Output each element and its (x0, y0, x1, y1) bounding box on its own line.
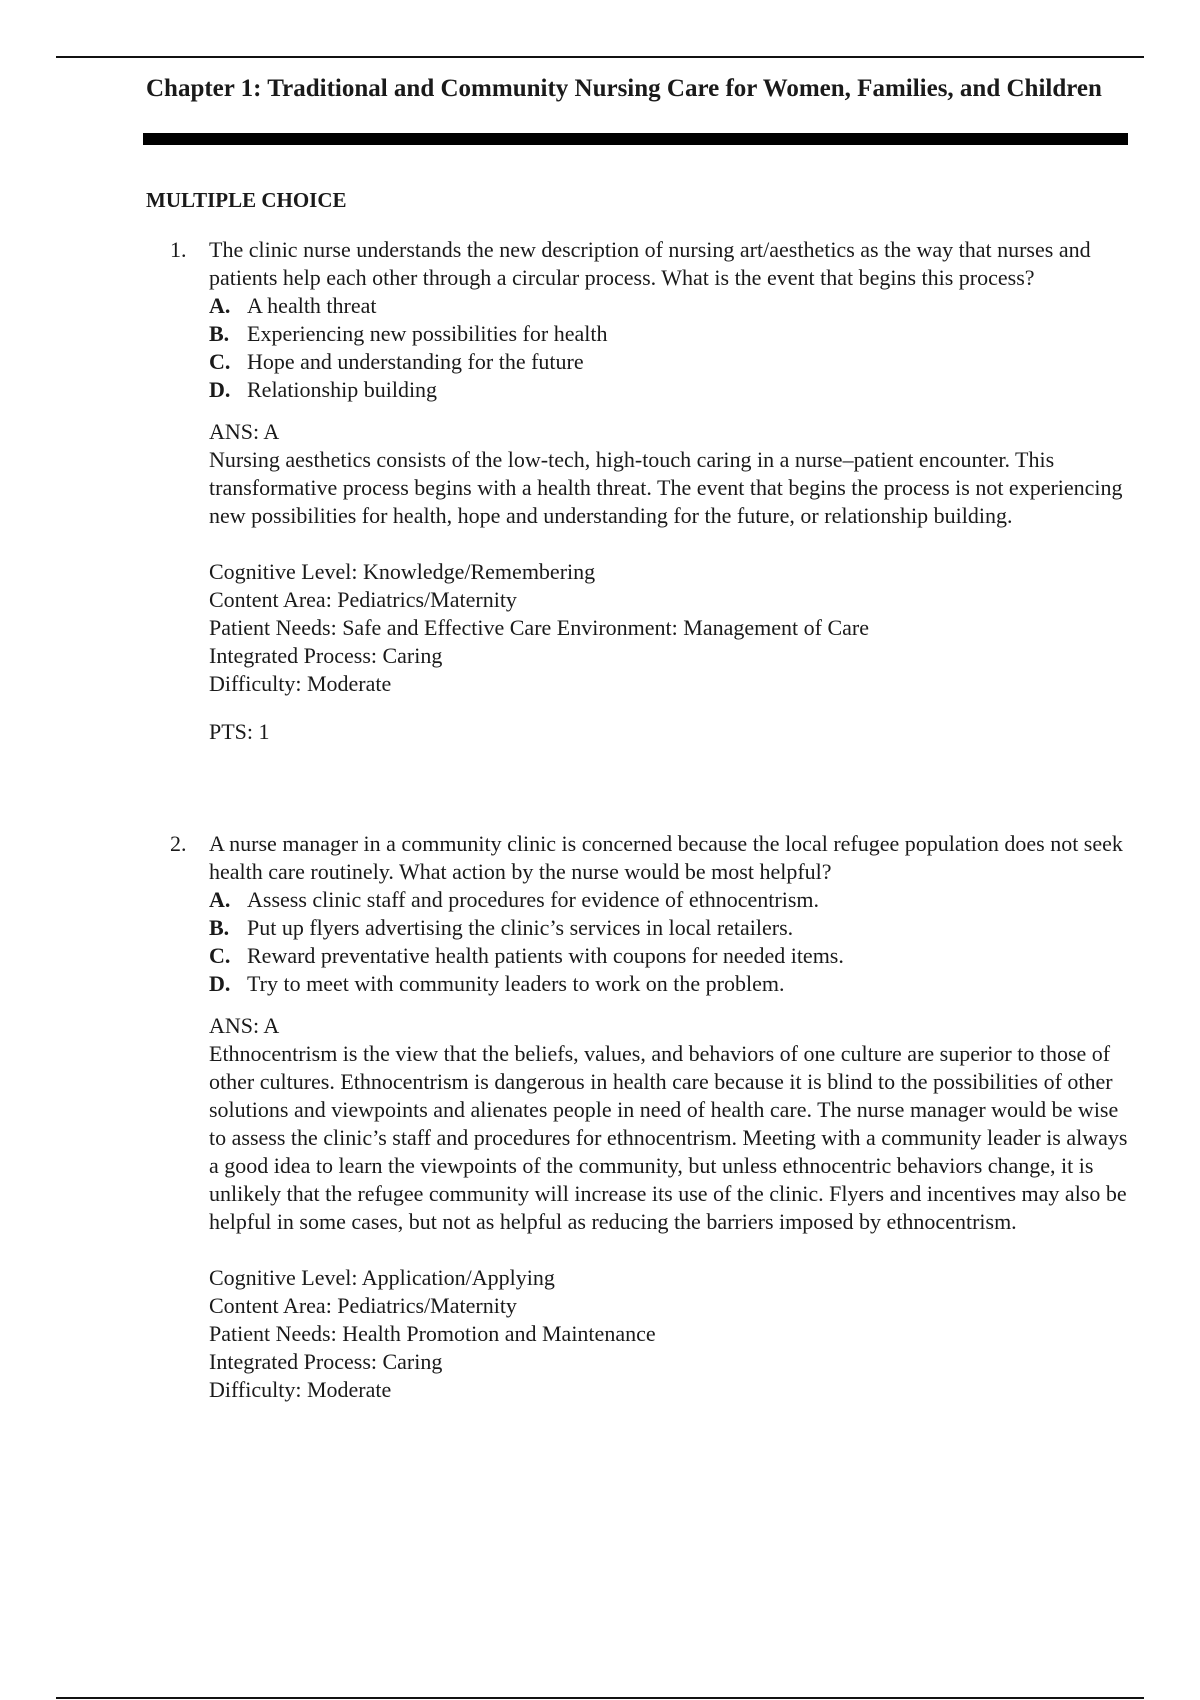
option-letter: D. (209, 971, 231, 996)
question-number: 1. (170, 237, 187, 262)
option-b (209, 914, 1130, 942)
question-1 (170, 236, 1130, 746)
option-letter: C. (209, 943, 231, 968)
option-letter: A. (209, 887, 231, 912)
bottom-rule (56, 1697, 1144, 1699)
option-d (209, 376, 1130, 404)
content-area: Content Area: Pediatrics/Maternity (209, 587, 517, 612)
option-letter: A. (209, 293, 231, 318)
option-c (209, 942, 1130, 970)
option-text: Reward preventative health patients with coupons for needed items. (247, 943, 844, 968)
title-underline-bar (143, 133, 1128, 145)
option-a (209, 886, 1130, 914)
option-c (209, 348, 1130, 376)
option-text: Put up flyers advertising the clinic’s services in local retailers. (247, 915, 794, 940)
option-letter: C. (209, 349, 231, 374)
option-text: Relationship building (247, 377, 438, 402)
content-area: Content Area: Pediatrics/Maternity (209, 1293, 517, 1318)
question-text: A nurse manager in a community clinic is concerned because the local refugee population does not seek health care routinely. What action by the nurse would be most helpful? (209, 831, 1123, 884)
cognitive-level: Cognitive Level: Knowledge/Remembering (209, 559, 596, 584)
integrated-process: Integrated Process: Caring (209, 643, 443, 668)
question-stem (170, 236, 1130, 292)
option-text: Try to meet with community leaders to work on the problem. (247, 971, 785, 996)
question-stem (170, 830, 1130, 886)
option-text: Experiencing new possibilities for health (247, 321, 608, 346)
cognitive-level: Cognitive Level: Application/Applying (209, 1265, 555, 1290)
option-letter: B. (209, 915, 230, 940)
rationale: Nursing aesthetics consists of the low-tech, high-touch caring in a nurse–patient encounter. This transformative process begins with a health threat. The event that begins the process is not experiencing new possibilities for health, hope and understanding for the future, or relationship building. (209, 447, 1123, 528)
top-rule (56, 56, 1144, 58)
option-text: A health threat (247, 293, 377, 318)
option-text: Assess clinic staff and procedures for evidence of ethnocentrism. (247, 887, 820, 912)
answer-key: ANS: A (209, 1013, 280, 1038)
question-metadata (209, 1264, 1130, 1404)
option-a (209, 292, 1130, 320)
points: PTS: 1 (209, 719, 270, 744)
integrated-process: Integrated Process: Caring (209, 1349, 443, 1374)
answer-key: ANS: A (209, 419, 280, 444)
option-letter: D. (209, 377, 231, 402)
option-d (209, 970, 1130, 998)
question-text: The clinic nurse understands the new description of nursing art/aesthetics as the way that nurses and patients help each other through a circular process. What is the event that begins this process? (209, 237, 1091, 290)
difficulty: Difficulty: Moderate (209, 671, 392, 696)
option-text: Hope and understanding for the future (247, 349, 584, 374)
answer-options (170, 886, 1130, 998)
question-2 (170, 830, 1130, 1404)
patient-needs: Patient Needs: Health Promotion and Maintenance (209, 1321, 656, 1346)
question-number: 2. (170, 831, 187, 856)
option-letter: B. (209, 321, 230, 346)
rationale: Ethnocentrism is the view that the beliefs, values, and behaviors of one culture are superior to those of other cultures. Ethnocentrism is dangerous in health care because it is blind to the possibilities of other solutions and viewpoints and alienates people in need of health care. The nurse manager would be wise to assess the clinic’s staff and procedures for ethnocentrism. Meeting with a community leader is always a good idea to learn the viewpoints of the community, but unless ethnocentric behaviors change, it is unlikely that the refugee community will increase its use of the clinic. Flyers and incentives may also be helpful in some cases, but not as helpful as reducing the barriers imposed by ethnocentrism. (209, 1041, 1128, 1234)
option-b (209, 320, 1130, 348)
patient-needs: Patient Needs: Safe and Effective Care Environment: Management of Care (209, 615, 869, 640)
section-heading: MULTIPLE CHOICE (146, 188, 347, 212)
difficulty: Difficulty: Moderate (209, 1377, 392, 1402)
chapter-title: Chapter 1: Traditional and Community Nursing Care for Women, Families, and Children (146, 75, 1102, 102)
answer-options (170, 292, 1130, 404)
question-metadata (209, 558, 1130, 698)
